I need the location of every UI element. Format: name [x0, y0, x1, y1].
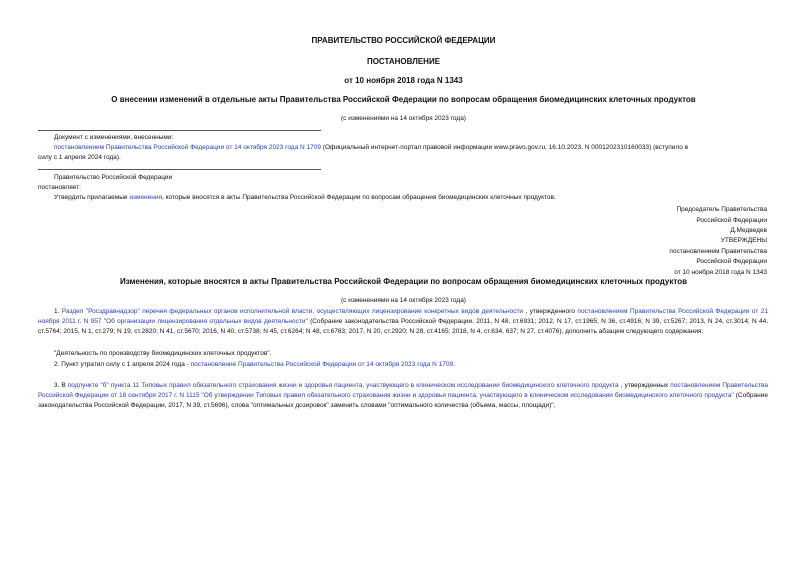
change-item-2: 2. Пункт утратил силу с 1 апреля 2024 года - постановление Правительства Российской Федерации от 14 октября 2023 года N 1709.	[54, 361, 455, 368]
signature-line: Российской Федерации	[696, 217, 767, 224]
separator-line	[38, 130, 321, 131]
doc-date: от 10 ноября 2018 года N 1343	[344, 76, 463, 85]
change-item-3: 3. В подпункте "б" пункта 11 Типовых правил обязательного страхования жизни и здоровья пациента, участвующего в клиническом исследовании биомедицинского клеточного продукта , утвержденных постановлением Правительства Российской Федерации от 18 сентября 2017 г. N 1115 "Об утверждении Типовых правил обязательного страхования жизни и здоровья пациента, участвующего в клиническом исследовании биомедицинского клеточного продукта" (Собрание законодательства Российской Федерации, 2017, N 39, ст.5696), слова "оптимальных дозировок" заменить словами "оптимального количества (объема, массы, площади)".	[38, 382, 769, 409]
approve-sentence: Утвердить прилагаемые изменения, которые вносятся в акты Правительства Российской Федерации по вопросам обращения биомедицинских клеточных продуктов.	[54, 194, 556, 201]
amendments-intro: Документ с изменениями, внесенными:	[54, 134, 174, 141]
change-item-1-quote: "Деятельность по производству биомедицинских клеточных продуктов".	[54, 350, 272, 357]
approved-line: постановлением Правительства	[669, 248, 767, 255]
changes-link[interactable]: изменения	[129, 194, 162, 201]
amendments-effective: силу с 1 апреля 2024 года).	[38, 154, 121, 161]
change-item-1: 1. Раздел "Росздравнадзор" перечня федеральных органов исполнительной власти, осуществляющих лицензирование конкретных видов деятельности , утвержденного постановлением Правительства Российской Федерации от 21 ноября 2011 г. N 957 "Об организации лицензирования отдельных видов деятельности" (Собрание законодательства Российской Федерации, 2011, N 48, ст.6931; 2012, N 17, ст.1965; N 36, ст.4916; N 39, ст.5267; 2013, N 24, ст.3014; N 44, ст.5764; 2015, N 1, ст.279; N 19, ст.2820; N 41, ст.5670; 2016, N 40, ст.5738; N 45, ст.6264; N 48, ст.6783; 2017, N 20, ст.2920; N 28, ст.4165; 2018, N 4, ст.634, 637; N 27, ст.4076), дополнить абзацем следующего содержания:	[38, 308, 769, 335]
approved-line: Российской Федерации	[696, 258, 767, 265]
signature-name: Д.Медведев	[730, 227, 767, 234]
amendment-link[interactable]: постановлением Правительства Российской Федерации от 14 октября 2023 года N 1709	[54, 144, 321, 151]
approved-date: от 10 ноября 2018 года N 1343	[674, 269, 767, 276]
decree-957-link[interactable]: постановлением Правительства Российской Федерации от 21 ноября 2011 г. N 957 "Об организации лицензирования отдельных видов деятельности"	[38, 308, 768, 325]
subparagraph-b-link[interactable]: подпункте "б" пункта 11 Типовых правил обязательного страхования жизни и здоровья пациента, участвующего в клиническом исследовании биомедицинского клеточного продукта	[67, 382, 619, 389]
doc-edition-note: (с изменениями на 14 октября 2023 года)	[341, 115, 466, 122]
changes-title: Изменения, которые вносятся в акты Правительства Российской Федерации по вопросам обращения биомедицинских клеточных продуктов	[119, 277, 687, 286]
decree-1115-link[interactable]: постановлением Правительства Российской Федерации от 18 сентября 2017 г. N 1115 "Об утверждении Типовых правил обязательного страхования жизни и здоровья пациента, участвующего в клиническом исследовании биомедицинского клеточного продукта"	[38, 382, 769, 399]
changes-edition-note: (с изменениями на 14 октября 2023 года)	[341, 297, 466, 304]
doc-title: О внесении изменений в отдельные акты Правительства Российской Федерации по вопросам обращения биомедицинских клеточных продуктов	[111, 95, 696, 104]
preamble-line2: постановляет:	[38, 184, 81, 191]
separator-line	[38, 169, 321, 170]
decree-1709-link[interactable]: постановление Правительства Российской Федерации от 14 октября 2023 года N 1709	[190, 361, 454, 368]
doc-type-heading: ПОСТАНОВЛЕНИЕ	[366, 57, 441, 66]
amendments-line	[54, 143, 688, 153]
roszdravnadzor-section-link[interactable]: Раздел "Росздравнадзор" перечня федеральных органов исполнительной власти, осуществляющих лицензирование конкретных видов деятельности	[61, 308, 524, 315]
signature-line: Председатель Правительства	[676, 206, 767, 213]
preamble-line1: Правительство Российской Федерации	[54, 174, 173, 181]
approved-stamp: УТВЕРЖДЕНЫ	[720, 237, 767, 244]
amendments-source: (Официальный интернет-портал правовой информации www.pravo.gov.ru, 16.10.2023, N 0001202310160033) (вступило в	[320, 144, 689, 151]
org-heading: ПРАВИТЕЛЬСТВО РОССИЙСКОЙ ФЕДЕРАЦИИ	[311, 36, 496, 45]
